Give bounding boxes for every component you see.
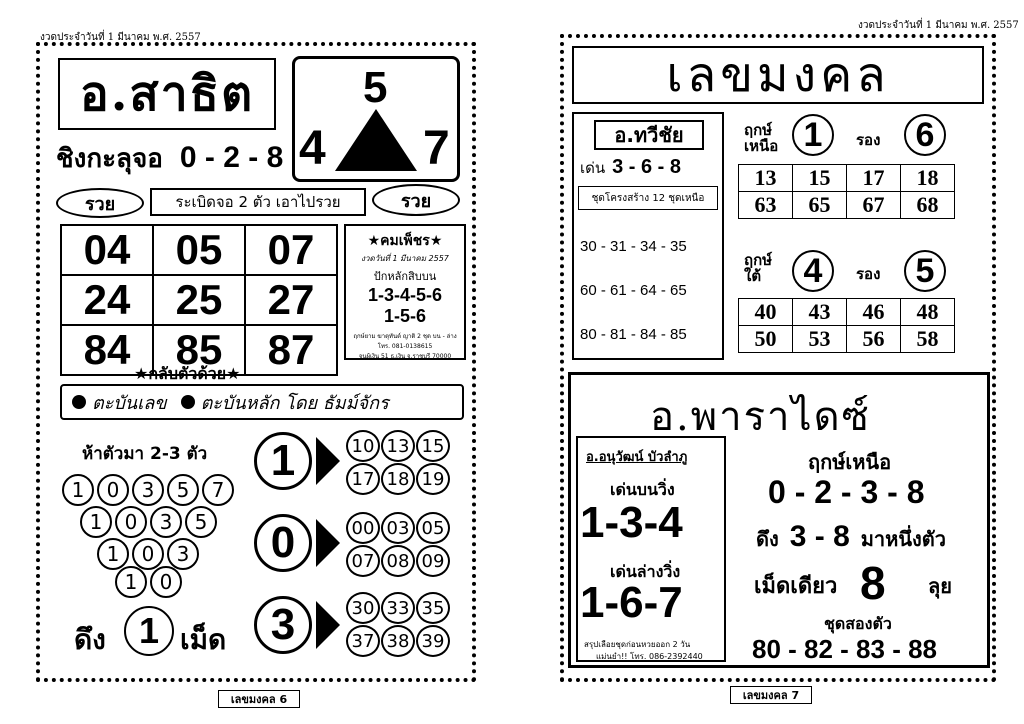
method-b: ตะบันหลัก โดย ธัมม์จักร xyxy=(200,392,389,414)
right-page-title: เลขมงคล xyxy=(666,47,890,103)
subtitle-digits: 0 - 2 - 8 xyxy=(179,141,284,174)
arrow-right-icon xyxy=(316,601,340,649)
north-cell: 67 xyxy=(847,192,901,219)
bullet-icon xyxy=(72,395,86,409)
right-footer xyxy=(730,686,812,704)
south-cell: 40 xyxy=(739,299,793,326)
grid-cell: 07 xyxy=(245,225,337,275)
top-run-value: 1-3-4 xyxy=(580,498,683,547)
pyramid-circle: 3 xyxy=(167,538,199,570)
triple-circle: 15 xyxy=(416,430,450,462)
grid-cell: 87 xyxy=(245,325,337,375)
paradise-north-value: 0 - 2 - 3 - 8 xyxy=(768,474,925,510)
right-header-date: งวดประจำวันที่ 1 มีนาคม พ.ศ. 2557 xyxy=(858,20,1019,31)
triangle-left-digit: 4 xyxy=(299,122,326,175)
thawi-lead-value: 3 - 6 - 8 xyxy=(612,156,682,178)
five-digit-label: ห้าตัวมา 2-3 ตัว xyxy=(82,444,208,464)
diamond-fine1: ฤกษ์ยาม ฆาตุทันต์ ญาติ 2 ชุด บน - ล่าง xyxy=(353,333,457,340)
title-box xyxy=(58,58,276,130)
anuwat-name: อ.อนุวัฒน์ บัวลำภู xyxy=(586,450,688,465)
diamond-line2: 1-5-6 xyxy=(383,306,427,326)
triple-circle: 07 xyxy=(346,545,380,577)
pull-value: 3 - 8 xyxy=(789,520,850,553)
paradise-title: อ.พาราไดซ์ xyxy=(650,394,871,440)
pyramid-circle: 1 xyxy=(115,566,147,598)
south-cell: 46 xyxy=(847,299,901,326)
arrow-right-icon xyxy=(316,437,340,485)
draw-suffix: เม็ด xyxy=(180,623,227,656)
rich-badge-right-text: รวย xyxy=(400,190,432,212)
triple-circle: 10 xyxy=(346,430,380,462)
left-footer-text: เลขมงคล 6 xyxy=(230,693,288,706)
south-label: ฤกษ์ ใต้ xyxy=(744,251,773,285)
grid-cell: 84 xyxy=(61,325,153,375)
thawi-name: อ.ทวีชัย xyxy=(614,123,684,147)
reverse-note-text: กลับตัวด้วย xyxy=(148,364,227,383)
south-cell: 43 xyxy=(793,299,847,326)
rich-badge-right xyxy=(372,184,460,216)
pyramid-circle: 0 xyxy=(97,474,129,506)
diamond-line1: 1-3-4-5-6 xyxy=(367,285,443,305)
big-digit-circle: 0 xyxy=(254,514,312,572)
pair-label: ชุดสองตัว xyxy=(824,614,892,633)
grid-cell: 05 xyxy=(153,225,245,275)
triple-circle: 38 xyxy=(381,625,415,657)
anuwat-fine2: แม่นยำ!! โทร. 086-2392440 xyxy=(596,652,703,661)
north-label: ฤกษ์ เหนือ xyxy=(744,121,779,155)
north-cell: 18 xyxy=(901,165,955,192)
north-cell: 17 xyxy=(847,165,901,192)
thawi-struct-label: ชุดโครงสร้าง 12 ชุดเหนือ xyxy=(578,186,718,210)
diamond-box xyxy=(344,224,466,360)
pyramid-circle: 1 xyxy=(97,538,129,570)
diamond-fine3: จนผู้เงิน 51 ธ.เงิน จ.ราชบุรี 70000 xyxy=(358,353,452,360)
pyramid-circle: 1 xyxy=(62,474,94,506)
south-cell: 48 xyxy=(901,299,955,326)
triple-circle: 08 xyxy=(381,545,415,577)
pyramid-circle: 1 xyxy=(80,506,112,538)
pull-suffix: มาหนึ่งตัว xyxy=(860,527,946,551)
bottom-run-label: เด่นล่างวิ่ง xyxy=(610,562,681,581)
south-cell: 50 xyxy=(739,326,793,353)
left-header-date: งวดประจำวันที่ 1 มีนาคม พ.ศ. 2557 xyxy=(40,32,201,43)
methods-banner xyxy=(60,384,464,420)
grid-cell: 27 xyxy=(245,275,337,325)
anuwat-box xyxy=(576,436,726,662)
pair-value: 80 - 82 - 83 - 88 xyxy=(752,634,937,664)
north-second-label: รอง xyxy=(856,131,881,149)
paradise-north-label: ฤกษ์เหนือ xyxy=(808,450,892,474)
diamond-fine2: โทร. 081-0138615 xyxy=(377,343,433,350)
grid-cell: 25 xyxy=(153,275,245,325)
triple-circle: 19 xyxy=(416,463,450,495)
bottom-run-value: 1-6-7 xyxy=(580,578,683,627)
right-title-box xyxy=(572,46,984,104)
grid-cell: 85 xyxy=(153,325,245,375)
north-cell: 65 xyxy=(793,192,847,219)
south-cell: 56 xyxy=(847,326,901,353)
triple-circle: 13 xyxy=(381,430,415,462)
rich-badge-left-text: รวย xyxy=(84,193,116,215)
south-main-circle: 4 xyxy=(792,250,834,292)
north-cell: 15 xyxy=(793,165,847,192)
big-digit-circle: 1 xyxy=(254,432,312,490)
north-main-circle: 1 xyxy=(792,114,834,156)
single-suffix: ลุย xyxy=(928,574,952,598)
pyramid-circle: 0 xyxy=(132,538,164,570)
page-title: อ.สาธิต xyxy=(79,66,255,122)
thawi-row: 60 - 61 - 64 - 65 xyxy=(580,282,687,299)
triangle-box xyxy=(292,56,460,182)
diamond-subtitle: ปักหลักสิบบน xyxy=(373,270,437,283)
triple-circle: 03 xyxy=(381,512,415,544)
draw-digit-circle: 1 xyxy=(124,606,174,656)
draw-label: ดึง xyxy=(74,623,106,656)
single-label: เม็ดเดียว xyxy=(754,574,838,599)
rich-badge-left xyxy=(56,188,144,218)
banner-box xyxy=(150,188,366,216)
pyramid-circle: 3 xyxy=(132,474,164,506)
pull-label: ดึง xyxy=(756,527,779,551)
top-run-label: เด่นบนวิ่ง xyxy=(610,480,675,499)
south-cell: 58 xyxy=(901,326,955,353)
south-second-label: รอง xyxy=(856,265,881,283)
south-cell: 53 xyxy=(793,326,847,353)
anuwat-fine1: สรุปเลือยชุดก่อนหวยออก 2 วัน xyxy=(584,640,691,649)
pyramid-circle: 5 xyxy=(185,506,217,538)
diamond-title-text: คมเพ็ชร xyxy=(380,233,430,249)
pyramid-circle: 7 xyxy=(202,474,234,506)
thawi-lead xyxy=(580,154,681,180)
left-footer xyxy=(218,690,300,708)
diamond-date: งวดวันที่ 1 มีนาคม 2557 xyxy=(361,254,449,263)
grid-cell: 24 xyxy=(61,275,153,325)
pyramid-circle: 5 xyxy=(167,474,199,506)
pyramid-circle: 0 xyxy=(115,506,147,538)
triple-circle: 00 xyxy=(346,512,380,544)
reverse-note: ★กลับตัวด้วย★ xyxy=(134,364,241,383)
triple-circle: 39 xyxy=(416,625,450,657)
right-footer-text: เลขมงคล 7 xyxy=(742,689,800,702)
triangle-right-digit: 7 xyxy=(423,122,450,175)
subtitle xyxy=(56,138,283,179)
triangle-top-digit: 5 xyxy=(363,63,388,112)
south-table xyxy=(738,298,955,353)
triple-circle: 37 xyxy=(346,625,380,657)
diamond-title: ★คมเพ็ชร★ xyxy=(367,233,443,249)
triple-circle: 17 xyxy=(346,463,380,495)
arrow-right-icon xyxy=(316,519,340,567)
number-grid xyxy=(60,224,338,376)
triple-circle: 05 xyxy=(416,512,450,544)
thawi-lead-label: เด่น xyxy=(580,159,606,177)
triple-circle: 09 xyxy=(416,545,450,577)
north-table xyxy=(738,164,955,219)
thawi-row: 30 - 31 - 34 - 35 xyxy=(580,238,687,255)
north-second-circle: 6 xyxy=(904,114,946,156)
big-digit-circle: 3 xyxy=(254,596,312,654)
bullet-icon xyxy=(181,395,195,409)
pyramid-circle: 0 xyxy=(150,566,182,598)
north-cell: 63 xyxy=(739,192,793,219)
triple-circle: 18 xyxy=(381,463,415,495)
thawi-row: 80 - 81 - 84 - 85 xyxy=(580,326,687,343)
triple-circle: 35 xyxy=(416,592,450,624)
south-second-circle: 5 xyxy=(904,250,946,292)
triple-circle: 33 xyxy=(381,592,415,624)
pyramid-circle: 3 xyxy=(150,506,182,538)
triple-circle: 30 xyxy=(346,592,380,624)
single-value: 8 xyxy=(860,557,886,609)
method-a: ตะบันเลข xyxy=(92,392,167,414)
banner-text: ระเบิดจอ 2 ตัว เอาไปรวย xyxy=(175,193,341,211)
grid-cell: 04 xyxy=(61,225,153,275)
thawi-name-box xyxy=(594,120,704,150)
north-cell: 13 xyxy=(739,165,793,192)
subtitle-label: ชิงกะลุจอ xyxy=(56,144,163,174)
north-cell: 68 xyxy=(901,192,955,219)
pull-row xyxy=(756,520,946,555)
